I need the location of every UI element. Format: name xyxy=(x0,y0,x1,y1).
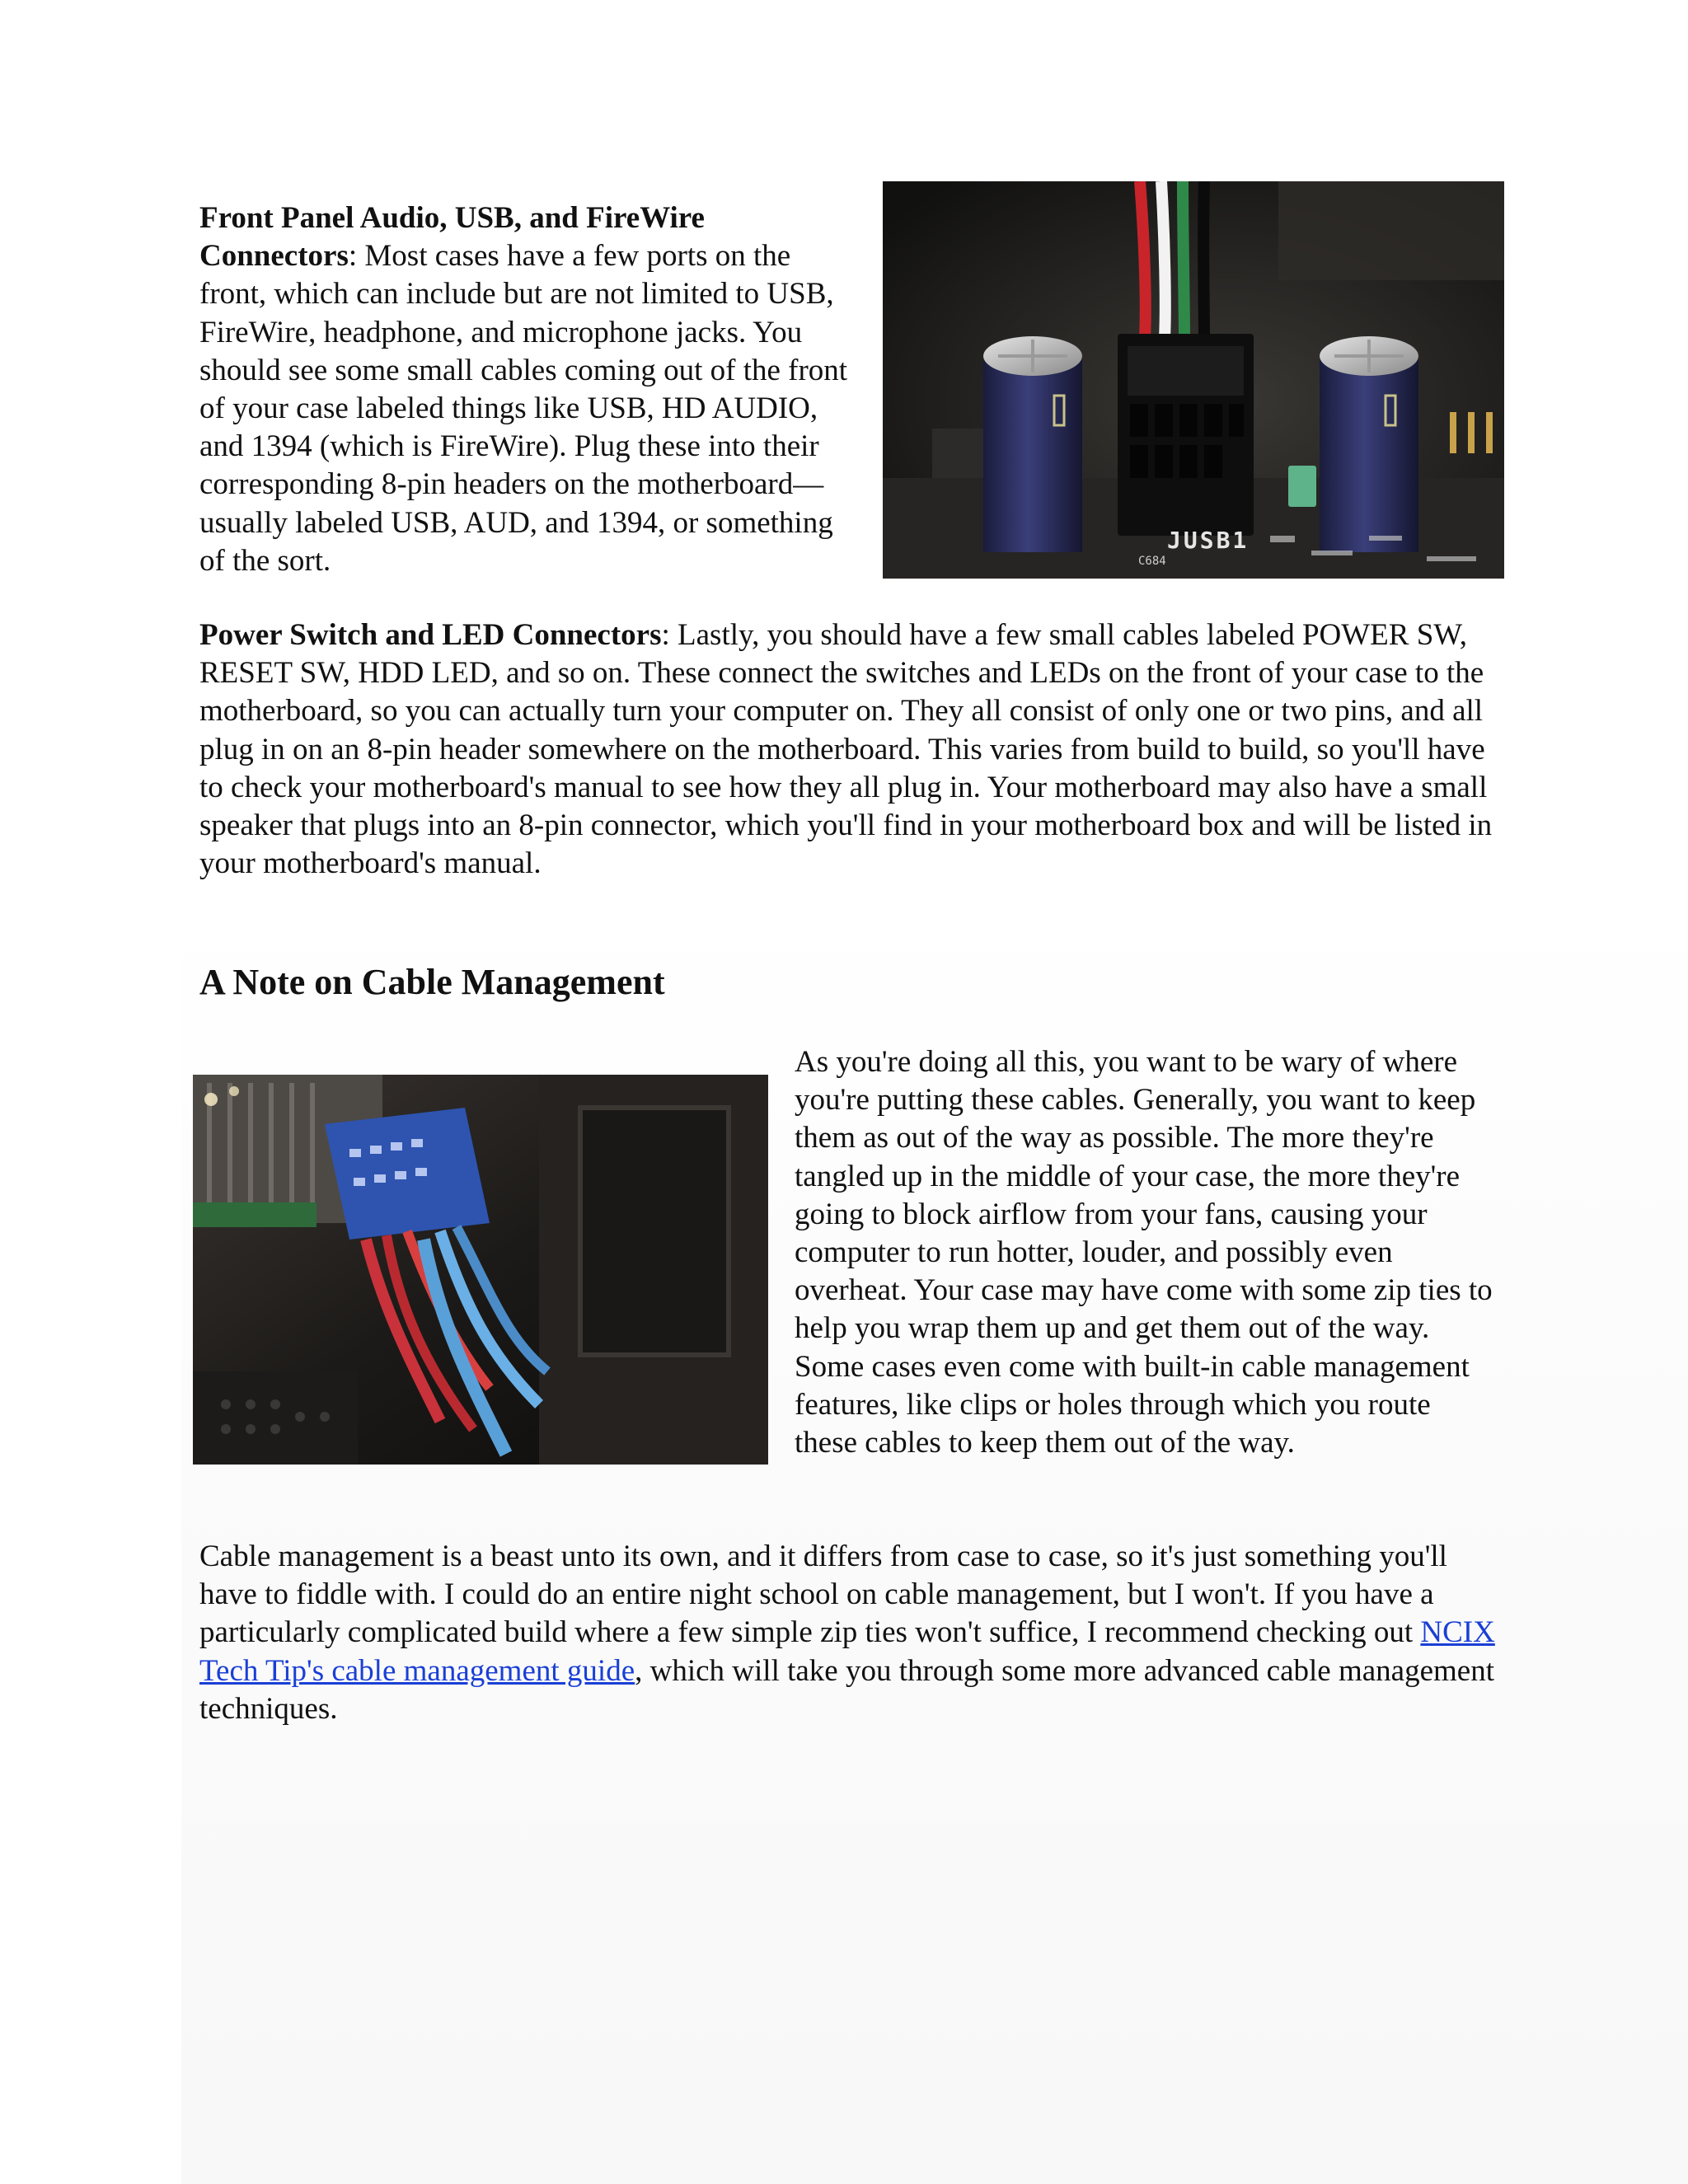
cable-management-heading: A Note on Cable Management xyxy=(199,962,665,1002)
body-text-before-link: Cable management is a beast unto its own, and it differs from case to case, so it's just something you'll have to fiddle with. I could do an entire night school on cable management, but I won't. If you have a particularly complicated build where a few simple zip ties won't suffice, I recommend checking out xyxy=(199,1540,1447,1650)
body-text-after-link: , which will take you through some more advanced cable management techniques. xyxy=(199,1653,1494,1726)
motherboard-usb-header-photo xyxy=(883,181,1504,579)
power-switch-heading: Power Switch and LED Connectors xyxy=(199,618,662,652)
front-panel-paragraph xyxy=(199,199,851,580)
front-panel-body: : Most cases have a few ports on the front, which can include but are not limited to USB, FireWire, headphone, and microphone jacks. You should see some small cables coming out of the front of your case labeled things like USB, HD AUDIO, and 1394 (which is FireWire). Plug these into their corresponding 8-pin headers on the motherboard—usually labeled USB, AUD, and 1394, or something of the sort. xyxy=(199,239,848,578)
power-switch-body: : Lastly, you should have a few small cables labeled POWER SW, RESET SW, HDD LED, and so on. These connect the switches and LEDs on the front of your case to the motherboard, so you can actually turn your computer on. They all consist of only one or two pins, and all plug in on an 8-pin header somewhere on the motherboard. This varies from build to build, so you'll have to check your motherboard's manual to see how they all plug in. Your motherboard may also have a small speaker that plugs into an 8-pin connector, which you'll find in your motherboard box and will be listed in your motherboard's manual. xyxy=(199,618,1493,881)
cable-management-body-paragraph xyxy=(199,1538,1502,1728)
cable-management-photo xyxy=(193,1075,768,1465)
component-label: C684 xyxy=(1138,555,1166,568)
board-label: JUSB1 xyxy=(1167,527,1250,554)
power-switch-paragraph xyxy=(199,616,1493,883)
cable-management-intro-paragraph: As you're doing all this, you want to be wary of where you're putting these cables. Generally, you want to keep them as out of the way as possible. The more they're tangled up in the middle of your case, the more they're going to block airflow from your fans, causing your computer to run hotter, louder, and possibly even overheat. Your case may have come with some zip ties to help you wrap them up and get them out of the way. Some cases even come with built-in cable management features, like clips or holes through which you route these cables to keep them out of the way. xyxy=(795,1045,1493,1460)
front-panel-heading: Front Panel Audio, USB, and FireWire Connectors xyxy=(199,201,705,274)
ncix-cable-guide-link[interactable]: NCIX Tech Tip's cable management guide xyxy=(199,1615,1495,1688)
